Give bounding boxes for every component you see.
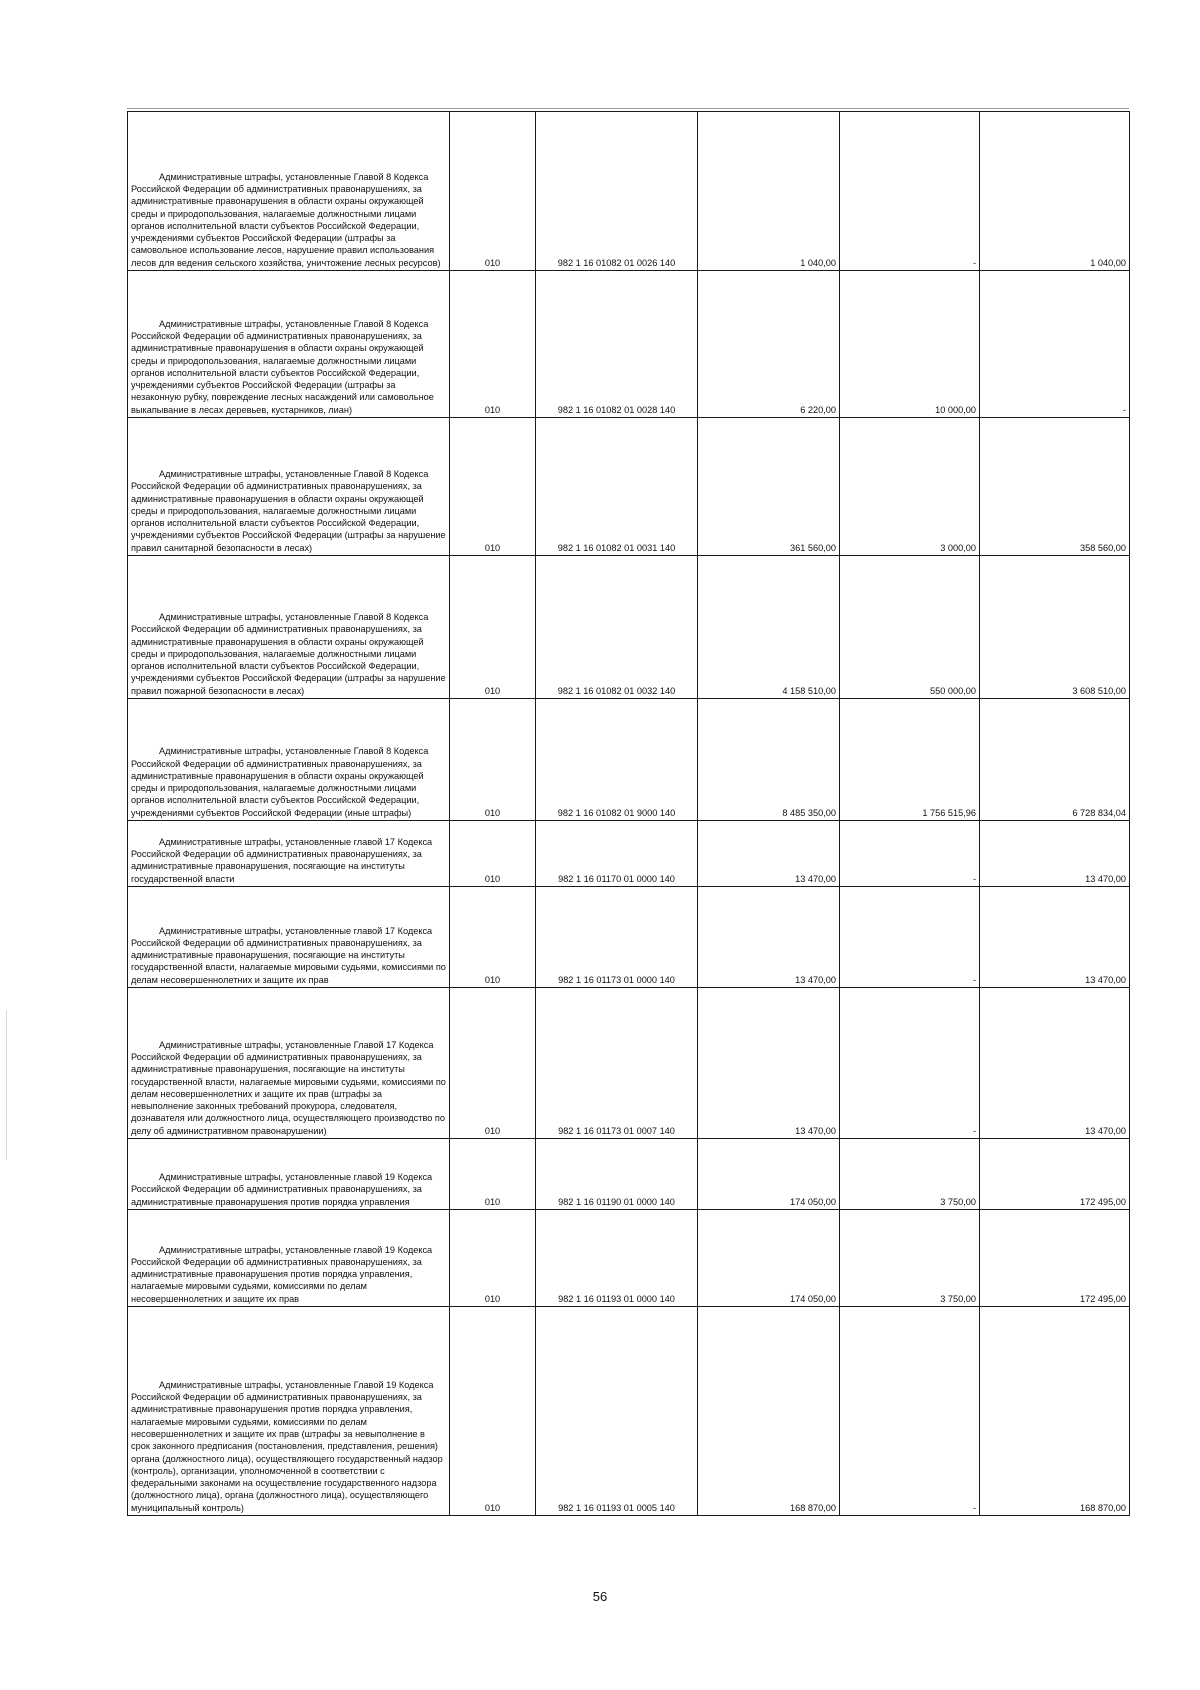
row-line-code: 010: [450, 1139, 536, 1210]
table-row: [128, 821, 1130, 887]
row-unexecuted-amount: -: [980, 271, 1130, 418]
row-description: Административные штрафы, установленные Главой 8 Кодекса Российской Федерации об административных правонарушениях, за административные правонарушения в области охраны окружающей среды и природопользования, налагаемые должностными лицами органов исполнительной власти субъектов Российской Федерации, учреждениями субъектов Российской Федерации (иные штрафы): [128, 699, 450, 821]
row-line-code: 010: [450, 271, 536, 418]
row-executed-amount: -: [840, 112, 980, 271]
table-row: [128, 112, 1130, 271]
row-executed-amount: 3 000,00: [840, 418, 980, 556]
table-row: [128, 699, 1130, 821]
row-kbk-code: 982 1 16 01193 01 0005 140: [536, 1307, 698, 1516]
row-kbk-code: 982 1 16 01170 01 0000 140: [536, 821, 698, 887]
row-line-code: 010: [450, 418, 536, 556]
row-approved-amount: 174 050,00: [698, 1210, 840, 1307]
row-executed-amount: 3 750,00: [840, 1139, 980, 1210]
row-description: Административные штрафы, установленные главой 19 Кодекса Российской Федерации об административных правонарушениях, за административные правонарушения против порядка управления: [128, 1139, 450, 1210]
row-executed-amount: -: [840, 988, 980, 1139]
row-description: Административные штрафы, установленные Главой 8 Кодекса Российской Федерации об административных правонарушениях, за административные правонарушения в области охраны окружающей среды и природопользования, налагаемые должностными лицами органов исполнительной власти субъектов Российской Федерации, учреждениями субъектов Российской Федерации (штрафы за нарушение правил санитарной безопасности в лесах): [128, 418, 450, 556]
table-body: [128, 112, 1130, 1516]
row-unexecuted-amount: 168 870,00: [980, 1307, 1130, 1516]
row-description: Административные штрафы, установленные Главой 19 Кодекса Российской Федерации об административных правонарушениях, за административные правонарушения против порядка управления, налагаемые мировыми судьями, комиссиями по делам несовершеннолетних и защите их прав (штрафы за невыполнение в срок законного предписания (постановления, представления, решения) органа (должностного лица), осуществляющего государственный надзор (контроль), организации, уполномоченной в соответствии с федеральными законами на осуществление государственного надзора (должностного лица), органа (должностного лица), осуществляющего муниципальный контроль): [128, 1307, 450, 1516]
scan-artifact-line: [127, 108, 1129, 109]
row-approved-amount: 13 470,00: [698, 887, 840, 988]
row-line-code: 010: [450, 887, 536, 988]
row-approved-amount: 13 470,00: [698, 821, 840, 887]
row-executed-amount: 1 756 515,96: [840, 699, 980, 821]
row-executed-amount: 550 000,00: [840, 556, 980, 699]
row-description: Административные штрафы, установленные главой 19 Кодекса Российской Федерации об административных правонарушениях, за административные правонарушения против порядка управления, налагаемые мировыми судьями, комиссиями по делам несовершеннолетних и защите их прав: [128, 1210, 450, 1307]
row-executed-amount: -: [840, 1307, 980, 1516]
row-unexecuted-amount: 172 495,00: [980, 1210, 1130, 1307]
row-line-code: 010: [450, 699, 536, 821]
table-row: [128, 418, 1130, 556]
row-line-code: 010: [450, 556, 536, 699]
row-approved-amount: 174 050,00: [698, 1139, 840, 1210]
table-row: [128, 1307, 1130, 1516]
row-unexecuted-amount: 13 470,00: [980, 887, 1130, 988]
row-unexecuted-amount: 3 608 510,00: [980, 556, 1130, 699]
row-description: Административные штрафы, установленные Главой 8 Кодекса Российской Федерации об административных правонарушениях, за административные правонарушения в области охраны окружающей среды и природопользования, налагаемые должностными лицами органов исполнительной власти субъектов Российской Федерации, учреждениями субъектов Российской Федерации (штрафы за нарушение правил пожарной безопасности в лесах): [128, 556, 450, 699]
row-line-code: 010: [450, 112, 536, 271]
row-line-code: 010: [450, 1307, 536, 1516]
row-line-code: 010: [450, 1210, 536, 1307]
page-number: 56: [592, 1589, 608, 1604]
table-row: [128, 887, 1130, 988]
row-approved-amount: 13 470,00: [698, 988, 840, 1139]
row-kbk-code: 982 1 16 01082 01 0028 140: [536, 271, 698, 418]
row-approved-amount: 8 485 350,00: [698, 699, 840, 821]
row-approved-amount: 168 870,00: [698, 1307, 840, 1516]
table-row: [128, 1210, 1130, 1307]
row-description: Административные штрафы, установленные главой 17 Кодекса Российской Федерации об административных правонарушениях, за административные правонарушения, посягающие на институты государственной власти, налагаемые мировыми судьями, комиссиями по делам несовершеннолетних и защите их прав: [128, 887, 450, 988]
row-line-code: 010: [450, 821, 536, 887]
row-line-code: 010: [450, 988, 536, 1139]
row-unexecuted-amount: 13 470,00: [980, 821, 1130, 887]
row-executed-amount: 10 000,00: [840, 271, 980, 418]
row-kbk-code: 982 1 16 01190 01 0000 140: [536, 1139, 698, 1210]
row-description: Административные штрафы, установленные Главой 8 Кодекса Российской Федерации об административных правонарушениях, за административные правонарушения в области охраны окружающей среды и природопользования, налагаемые должностными лицами органов исполнительной власти субъектов Российской Федерации, учреждениями субъектов Российской Федерации (штрафы за незаконную рубку, повреждение лесных насаждений или самовольное выкапывание в лесах деревьев, кустарников, лиан): [128, 271, 450, 418]
row-approved-amount: 1 040,00: [698, 112, 840, 271]
row-kbk-code: 982 1 16 01173 01 0000 140: [536, 887, 698, 988]
table-row: [128, 988, 1130, 1139]
row-description: Административные штрафы, установленные Главой 8 Кодекса Российской Федерации об административных правонарушениях, за административные правонарушения в области охраны окружающей среды и природопользования, налагаемые должностными лицами органов исполнительной власти субъектов Российской Федерации, учреждениями субъектов Российской Федерации (штрафы за самовольное использование лесов, нарушение правил использования лесов для ведения сельского хозяйства, уничтожение лесных ресурсов): [128, 112, 450, 271]
row-unexecuted-amount: 13 470,00: [980, 988, 1130, 1139]
table-row: [128, 271, 1130, 418]
row-approved-amount: 361 560,00: [698, 418, 840, 556]
row-approved-amount: 4 158 510,00: [698, 556, 840, 699]
row-description: Административные штрафы, установленные главой 17 Кодекса Российской Федерации об административных правонарушениях, за административные правонарушения, посягающие на институты государственной власти: [128, 821, 450, 887]
row-executed-amount: -: [840, 887, 980, 988]
row-description: Административные штрафы, установленные Главой 17 Кодекса Российской Федерации об административных правонарушениях, за административные правонарушения, посягающие на институты государственной власти, налагаемые мировыми судьями, комиссиями по делам несовершеннолетних и защите их прав (штрафы за невыполнение законных требований прокурора, следователя, дознавателя или должностного лица, осуществляющего производство по делу об административном правонарушении): [128, 988, 450, 1139]
row-kbk-code: 982 1 16 01082 01 0031 140: [536, 418, 698, 556]
row-kbk-code: 982 1 16 01193 01 0000 140: [536, 1210, 698, 1307]
row-unexecuted-amount: 1 040,00: [980, 112, 1130, 271]
row-unexecuted-amount: 172 495,00: [980, 1139, 1130, 1210]
row-kbk-code: 982 1 16 01173 01 0007 140: [536, 988, 698, 1139]
row-unexecuted-amount: 6 728 834,04: [980, 699, 1130, 821]
row-kbk-code: 982 1 16 01082 01 0026 140: [536, 112, 698, 271]
row-kbk-code: 982 1 16 01082 01 0032 140: [536, 556, 698, 699]
row-unexecuted-amount: 358 560,00: [980, 418, 1130, 556]
scan-margin-mark: [6, 1010, 7, 1160]
table-row: [128, 1139, 1130, 1210]
row-approved-amount: 6 220,00: [698, 271, 840, 418]
revenue-report-table: [127, 111, 1130, 1516]
row-kbk-code: 982 1 16 01082 01 9000 140: [536, 699, 698, 821]
table-row: [128, 556, 1130, 699]
row-executed-amount: 3 750,00: [840, 1210, 980, 1307]
row-executed-amount: -: [840, 821, 980, 887]
